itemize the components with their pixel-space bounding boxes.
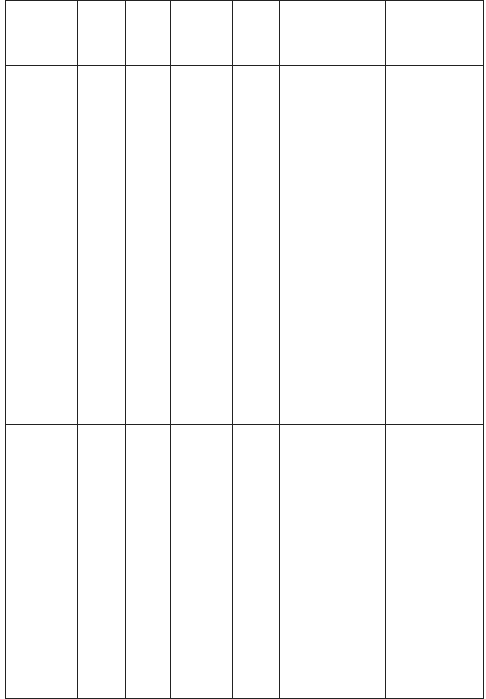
cell-dept-empty <box>6 1 78 66</box>
cell-edu-empty <box>233 1 280 66</box>
table-row <box>6 425 484 699</box>
cell-major <box>280 66 386 425</box>
cell-exp-empty <box>386 1 484 66</box>
table-row <box>6 66 484 425</box>
cell-level <box>78 66 126 425</box>
cell-experience <box>386 425 484 699</box>
cell-experience <box>386 66 484 425</box>
cell-department <box>6 66 78 425</box>
cell-count-empty <box>126 1 171 66</box>
recruitment-table <box>5 0 484 699</box>
cell-major <box>280 425 386 699</box>
cell-level <box>78 425 126 699</box>
table-row-continuation <box>6 1 484 66</box>
cell-count <box>126 425 171 699</box>
cell-level-empty <box>78 1 126 66</box>
cell-education <box>233 425 280 699</box>
cell-department <box>6 425 78 699</box>
cell-age-empty <box>171 1 233 66</box>
cell-age <box>171 425 233 699</box>
cell-count <box>126 66 171 425</box>
cell-major-continuation <box>280 1 386 66</box>
cell-education <box>233 66 280 425</box>
cell-age <box>171 66 233 425</box>
